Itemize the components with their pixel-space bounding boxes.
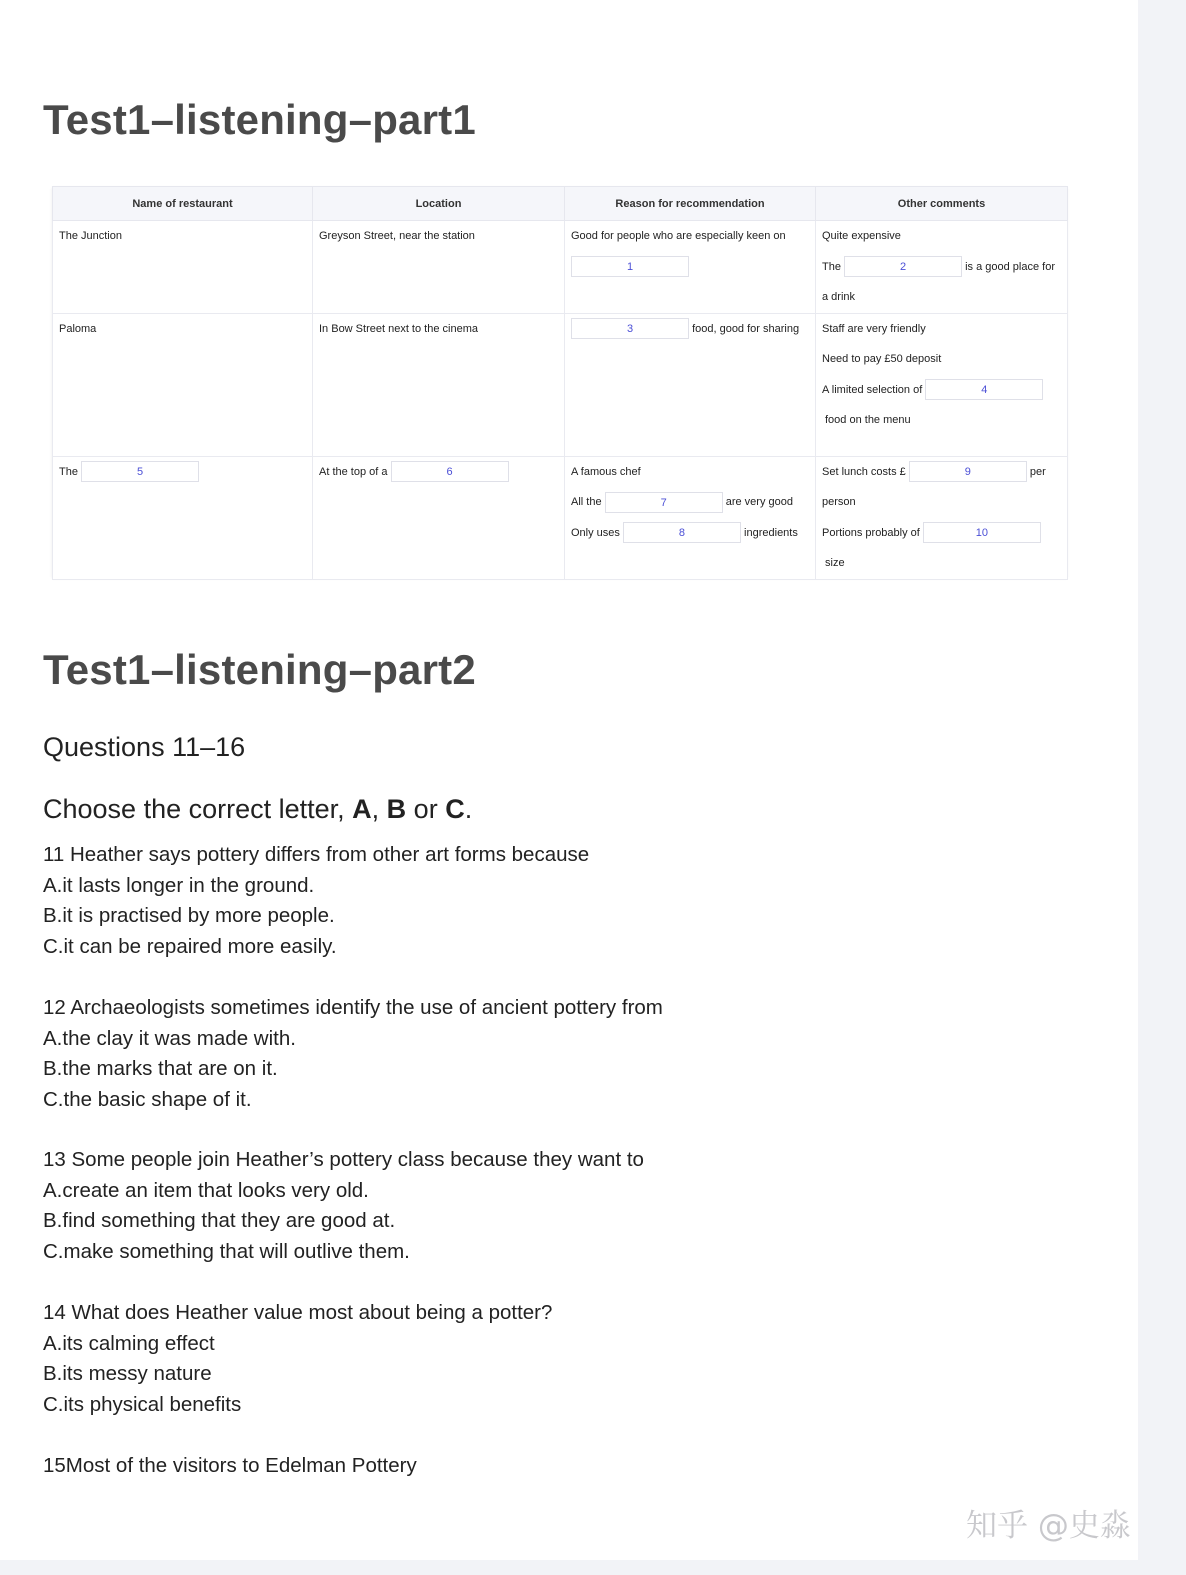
question-13: [43, 1145, 644, 1267]
table-row: [53, 456, 1068, 579]
answer-option[interactable]: B.find something that they are good at.: [43, 1209, 396, 1232]
question-12: [43, 993, 663, 1115]
question-stem: 11 Heather says pottery differs from other art forms because: [43, 843, 590, 866]
answer-blank-3[interactable]: 3: [571, 318, 689, 339]
answer-blank-6[interactable]: 6: [391, 461, 509, 482]
part2-title: Test1–listening–part2: [43, 646, 476, 693]
cell-text: The Junction: [59, 230, 122, 242]
cell-text: ingredients: [744, 526, 798, 539]
cell-text: Need to pay £50 deposit: [822, 353, 942, 365]
answer-option[interactable]: C.the basic shape of it.: [43, 1087, 252, 1111]
table-cell: [565, 456, 816, 579]
cell-text: In Bow Street next to the cinema: [319, 322, 478, 335]
table-cell: [53, 456, 313, 579]
answer-blank-7[interactable]: 7: [605, 492, 723, 513]
answer-blank-9[interactable]: 9: [909, 461, 1027, 482]
table-cell: [53, 221, 313, 314]
cell-text: are very good: [725, 496, 793, 508]
cell-text: Quite expensive: [822, 230, 901, 242]
restaurant-table: [52, 186, 1068, 580]
answer-option[interactable]: A.the clay it was made with.: [43, 1026, 296, 1050]
question-stem: 12 Archaeologists sometimes identify the use of ancient pottery from: [43, 996, 663, 1019]
cell-text: Paloma: [59, 322, 97, 335]
column-header: Reason for recommendation: [565, 187, 816, 221]
cell-text: Set lunch costs £: [822, 465, 906, 478]
cell-text: is a good place for: [965, 260, 1055, 273]
answer-option[interactable]: C.its physical benefits: [43, 1392, 242, 1416]
table-cell: [565, 221, 816, 314]
question-stem: 15Most of the visitors to Edelman Pottery: [43, 1454, 417, 1477]
cell-text: Greyson Street, near the station: [319, 230, 475, 242]
cell-text: Portions probably of: [822, 526, 920, 539]
answer-option[interactable]: C.make something that will outlive them.: [43, 1239, 410, 1263]
cell-text: per: [1029, 465, 1046, 478]
answer-option[interactable]: A.it lasts longer in the ground.: [43, 873, 315, 897]
right-margin-strip: [1138, 0, 1186, 1575]
cell-text: The: [822, 260, 841, 273]
question-15: [43, 1451, 417, 1482]
answer-blank-2[interactable]: 2: [844, 256, 962, 277]
cell-text: A famous chef: [571, 465, 641, 478]
cell-text: person: [822, 496, 856, 508]
column-header: Other comments: [816, 187, 1068, 221]
cell-text: a drink: [822, 291, 856, 303]
question-stem: 13 Some people join Heather’s pottery class because they want to: [43, 1148, 644, 1171]
cell-text: Only uses: [571, 526, 620, 539]
table-cell: [816, 221, 1068, 314]
table-row: [53, 221, 1068, 314]
cell-text: A limited selection of: [822, 383, 923, 396]
part1-title: Test1–listening–part1: [43, 96, 476, 143]
restaurant-table-wrapper: [52, 186, 1067, 576]
answer-option[interactable]: A.create an item that looks very old.: [43, 1178, 369, 1202]
cell-text: The: [59, 465, 78, 478]
cell-text: food on the menu: [825, 414, 911, 426]
answer-option[interactable]: B.its messy nature: [43, 1362, 212, 1385]
instruction: Choose the correct letter, A, B or C.: [43, 794, 473, 824]
question-range: Questions 11–16: [43, 732, 246, 762]
table-cell: [53, 313, 313, 456]
column-header: Name of restaurant: [53, 187, 313, 221]
question-11: [43, 840, 589, 962]
table-cell: [313, 221, 565, 314]
cell-text: All the: [571, 496, 602, 508]
column-header: Location: [313, 187, 565, 221]
table-cell: [816, 456, 1068, 579]
answer-option[interactable]: A.its calming effect: [43, 1331, 215, 1355]
answer-blank-1[interactable]: 1: [571, 256, 689, 277]
table-cell: [816, 313, 1068, 456]
table-cell: [313, 456, 565, 579]
answer-blank-8[interactable]: 8: [623, 522, 741, 543]
question-14: [43, 1298, 552, 1420]
table-cell: [565, 313, 816, 456]
table-cell: [313, 313, 565, 456]
answer-blank-5[interactable]: 5: [81, 461, 199, 482]
cell-text: food, good for sharing: [692, 322, 800, 335]
bottom-margin-strip: [0, 1560, 1186, 1575]
watermark: 知乎 @史淼: [966, 1508, 1131, 1544]
answer-blank-10[interactable]: 10: [923, 522, 1041, 543]
answer-blank-4[interactable]: 4: [925, 379, 1043, 400]
answer-option[interactable]: B.the marks that are on it.: [43, 1057, 278, 1080]
table-row: [53, 313, 1068, 456]
cell-text: At the top of a: [319, 465, 388, 478]
question-stem: 14 What does Heather value most about being a potter?: [43, 1301, 553, 1324]
cell-text: size: [825, 557, 845, 569]
answer-option[interactable]: C.it can be repaired more easily.: [43, 934, 337, 958]
table-header-row: [53, 187, 1068, 221]
cell-text: Good for people who are especially keen on: [571, 230, 786, 242]
cell-text: Staff are very friendly: [822, 322, 926, 335]
answer-option[interactable]: B.it is practised by more people.: [43, 904, 335, 927]
